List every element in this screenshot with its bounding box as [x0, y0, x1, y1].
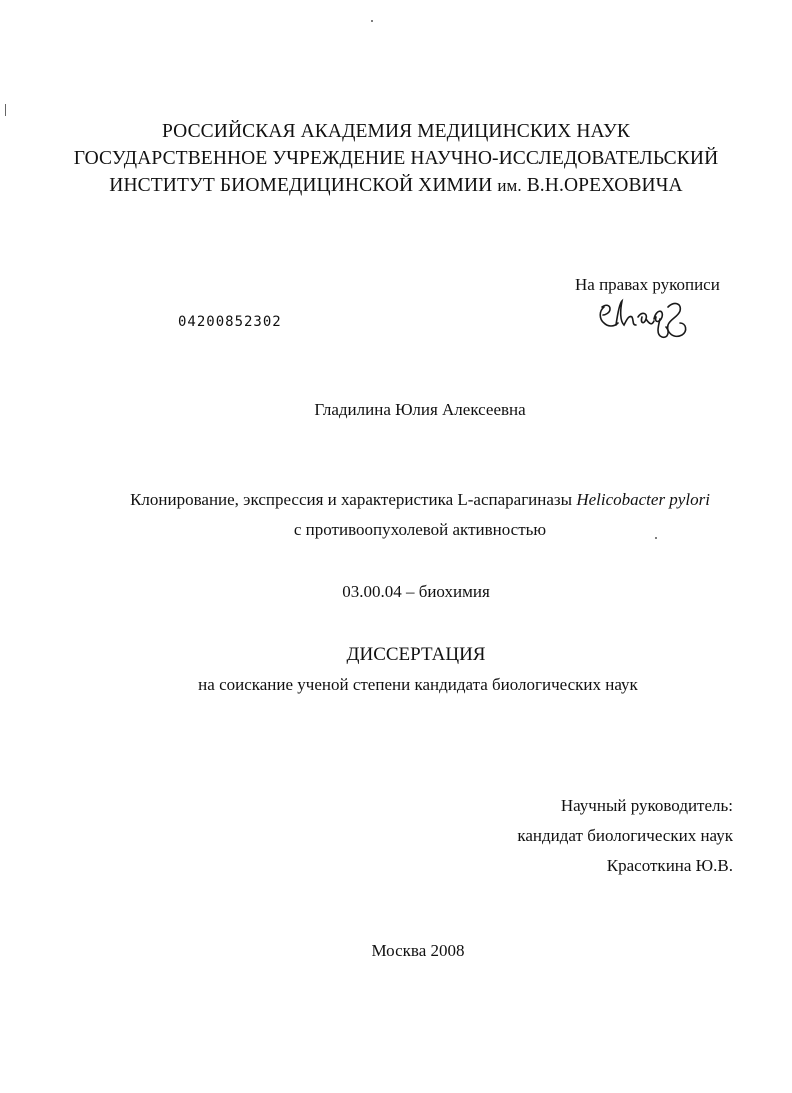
author-name: Гладилина Юлия Алексеевна: [314, 400, 526, 419]
manuscript-note: На правах рукописи: [575, 275, 720, 294]
institution-header: [0, 120, 792, 198]
scan-mark: [5, 104, 6, 116]
header-line-institute: [0, 174, 792, 198]
specialty-code: 03.00.04 – биохимия: [342, 582, 490, 601]
supervisor-name: Красоткина Ю.В.: [606, 856, 733, 875]
institute-eponym: В.Н.ОРЕХОВИЧА: [526, 175, 683, 196]
dissertation-title: [24, 489, 792, 541]
title-line-2: с противоопухолевой активностью: [293, 520, 547, 539]
institute-im: им.: [497, 176, 522, 195]
handwritten-signature: [596, 297, 690, 341]
title-organism: Helicobacter pylori: [576, 490, 710, 509]
scan-speck: [371, 20, 373, 22]
document-type: ДИССЕРТАЦИЯ: [346, 644, 486, 665]
catalog-number: 04200852302: [178, 314, 282, 330]
degree-statement: на соискание ученой степени кандидата биологических наук: [198, 675, 638, 694]
supervisor-block: [517, 795, 733, 877]
place-year: Москва 2008: [371, 941, 465, 960]
institute-name: ИНСТИТУТ БИОМЕДИЦИНСКОЙ ХИМИИ: [109, 175, 493, 196]
title-line-1: [24, 489, 792, 511]
header-line-institution: ГОСУДАРСТВЕННОЕ УЧРЕЖДЕНИЕ НАУЧНО-ИССЛЕДОВАТЕЛЬСКИЙ: [73, 148, 719, 169]
header-line-academy: РОССИЙСКАЯ АКАДЕМИЯ МЕДИЦИНСКИХ НАУК: [161, 121, 631, 142]
title-main: Клонирование, экспрессия и характеристика L-аспарагиназы: [130, 490, 573, 509]
supervisor-label: Научный руководитель:: [560, 796, 733, 815]
supervisor-degree: кандидат биологических наук: [517, 826, 733, 845]
